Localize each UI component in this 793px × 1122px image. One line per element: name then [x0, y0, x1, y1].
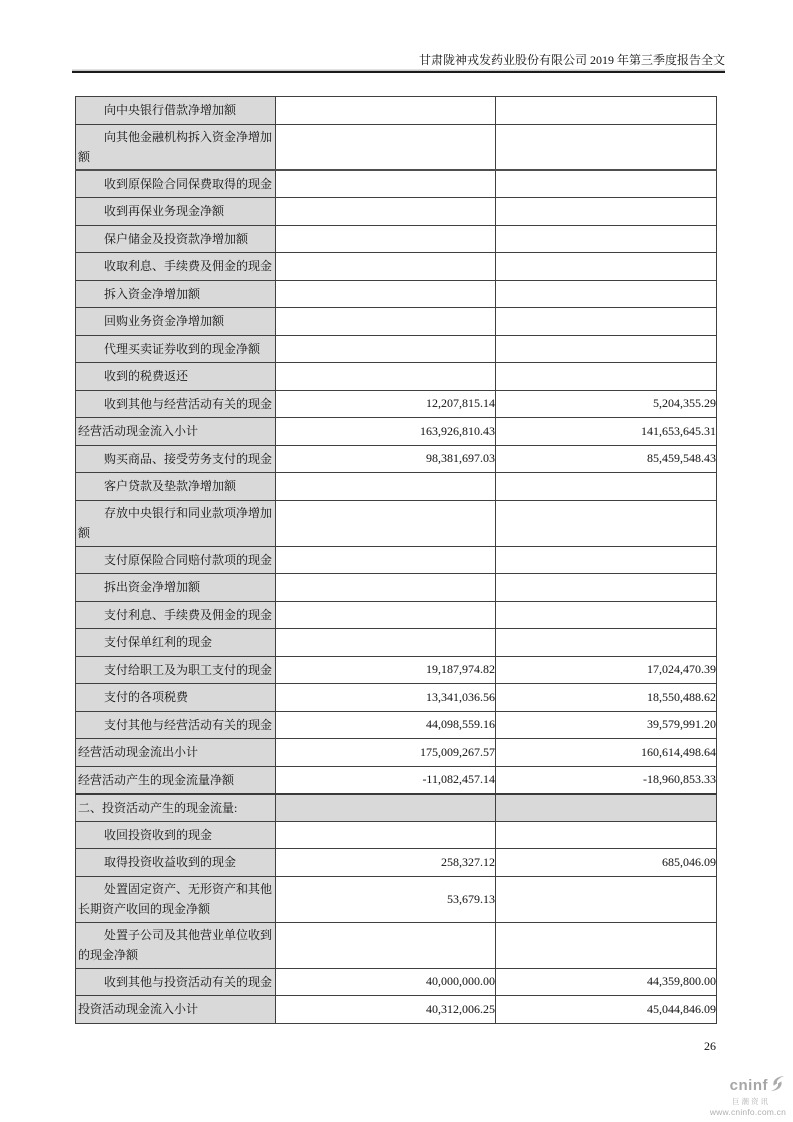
row-label: 处置固定资产、无形资产和其他长期资产收回的现金净额 [78, 882, 273, 916]
row-value-prior-period [496, 198, 717, 226]
row-value-current-period: 163,926,810.43 [276, 418, 496, 446]
row-value-prior-period [496, 922, 717, 968]
row-label-cell [76, 574, 276, 602]
row-value-current-period [276, 198, 496, 226]
row-label-cell [76, 390, 276, 418]
row-value-prior-period: 17,024,470.39 [496, 656, 717, 684]
row-label: 二、投资活动产生的现金流量: [78, 800, 238, 815]
row-value-current-period: 98,381,697.03 [276, 445, 496, 473]
row-label: 支付其他与经营活动有关的现金 [104, 717, 273, 732]
table-row [76, 574, 717, 602]
row-value-prior-period: 160,614,498.64 [496, 739, 717, 767]
table-row [76, 794, 717, 822]
page-number: 26 [704, 1039, 716, 1053]
table-row [76, 968, 717, 996]
table-row [76, 766, 717, 794]
table-row [76, 739, 717, 767]
row-value-current-period: 258,327.12 [276, 849, 496, 877]
row-value-prior-period: 44,359,800.00 [496, 968, 717, 996]
row-value-current-period: 12,207,815.14 [276, 390, 496, 418]
logo-brand-cn: 巨潮资讯 [732, 1096, 770, 1106]
row-value-prior-period [496, 253, 717, 281]
row-value-prior-period: 685,046.09 [496, 849, 717, 877]
logo-brand-line [710, 1075, 786, 1097]
row-label: 保户储金及投资款净增加额 [104, 231, 249, 246]
table-row [76, 253, 717, 281]
row-value-current-period [276, 225, 496, 253]
row-label: 收到原保险合同保费取得的现金 [104, 177, 273, 191]
header-rule [72, 71, 725, 73]
row-label: 收到其他与经营活动有关的现金 [104, 396, 273, 411]
row-label-cell [76, 739, 276, 767]
row-value-current-period [276, 97, 496, 125]
row-value-current-period [276, 253, 496, 281]
row-label-cell [76, 170, 276, 198]
table-row [76, 849, 717, 877]
row-value-current-period: -11,082,457.14 [276, 766, 496, 794]
row-value-current-period [276, 170, 496, 198]
table-row [76, 922, 717, 968]
row-label-cell [76, 996, 276, 1024]
row-label: 向中央银行借款净增加额 [104, 103, 237, 118]
table-row [76, 170, 717, 198]
row-label-cell [76, 656, 276, 684]
row-label: 支付保单红利的现金 [104, 635, 213, 650]
table-row [76, 546, 717, 574]
table-row [76, 601, 717, 629]
table-row [76, 198, 717, 226]
table-row [76, 684, 717, 712]
row-label-cell [76, 546, 276, 574]
table-row [76, 473, 717, 501]
row-label-cell [76, 711, 276, 739]
row-value-current-period [276, 280, 496, 308]
row-value-current-period [276, 363, 496, 391]
cninfo-logo [710, 1075, 786, 1117]
table-row [76, 821, 717, 849]
row-label-cell [76, 280, 276, 308]
row-label-cell [76, 97, 276, 125]
row-label: 拆入资金净增加额 [104, 286, 201, 301]
row-label: 投资活动现金流入小计 [78, 1002, 199, 1017]
row-label: 处置子公司及其他营业单位收到的现金净额 [78, 928, 273, 962]
row-value-current-period [276, 335, 496, 363]
table-row [76, 280, 717, 308]
row-value-prior-period [496, 876, 717, 922]
row-label-cell [76, 794, 276, 822]
row-value-current-period [276, 629, 496, 657]
row-label: 收回投资收到的现金 [104, 827, 213, 842]
row-value-current-period [276, 794, 496, 822]
swirl-icon [769, 1075, 786, 1097]
row-value-prior-period [496, 124, 717, 170]
row-value-prior-period: 18,550,488.62 [496, 684, 717, 712]
row-label: 向其他金融机构拆入资金净增加额 [78, 129, 273, 164]
row-label: 取得投资收益收到的现金 [104, 855, 237, 870]
row-label: 支付利息、手续费及佣金的现金 [104, 607, 273, 622]
table-row [76, 308, 717, 336]
row-label: 代理买卖证券收到的现金净额 [104, 341, 261, 356]
row-value-prior-period [496, 280, 717, 308]
row-value-prior-period: 39,579,991.20 [496, 711, 717, 739]
row-label-cell [76, 198, 276, 226]
table-row [76, 876, 717, 922]
row-value-current-period: 53,679.13 [276, 876, 496, 922]
row-value-current-period: 19,187,974.82 [276, 656, 496, 684]
row-value-current-period [276, 500, 496, 546]
row-value-prior-period [496, 601, 717, 629]
row-value-prior-period [496, 170, 717, 198]
table-row [76, 390, 717, 418]
row-value-prior-period [496, 574, 717, 602]
table-row [76, 445, 717, 473]
row-label-cell [76, 821, 276, 849]
row-label: 收到其他与投资活动有关的现金 [104, 974, 273, 989]
row-value-current-period: 13,341,036.56 [276, 684, 496, 712]
row-label-cell [76, 445, 276, 473]
cash-flow-table-wrap [75, 96, 716, 1024]
row-label: 收取利息、手续费及佣金的现金 [104, 259, 273, 274]
row-value-prior-period [496, 821, 717, 849]
row-label: 客户贷款及垫款净增加额 [104, 479, 237, 494]
row-value-prior-period [496, 225, 717, 253]
table-row [76, 335, 717, 363]
row-value-prior-period [496, 473, 717, 501]
row-label: 经营活动产生的现金流量净额 [78, 772, 235, 787]
row-value-current-period [276, 124, 496, 170]
row-label: 收到的税费返还 [104, 369, 189, 384]
row-label: 拆出资金净增加额 [104, 580, 201, 595]
row-value-prior-period [496, 794, 717, 822]
row-value-current-period: 40,000,000.00 [276, 968, 496, 996]
row-label-cell [76, 418, 276, 446]
row-value-prior-period: 141,653,645.31 [496, 418, 717, 446]
logo-brand-text: cninf [729, 1077, 768, 1095]
row-label-cell [76, 473, 276, 501]
row-label: 支付原保险合同赔付款项的现金 [104, 552, 273, 567]
row-label-cell [76, 335, 276, 363]
row-label-cell [76, 968, 276, 996]
row-label-cell [76, 629, 276, 657]
row-label-cell [76, 766, 276, 794]
row-label: 收到再保业务现金净额 [104, 204, 225, 219]
row-label-cell [76, 308, 276, 336]
table-row [76, 711, 717, 739]
row-label-cell [76, 601, 276, 629]
table-row [76, 996, 717, 1024]
page-header-title: 甘肃陇神戎发药业股份有限公司 2019 年第三季度报告全文 [418, 53, 725, 67]
row-label-cell [76, 363, 276, 391]
row-label: 支付给职工及为职工支付的现金 [104, 662, 273, 677]
row-value-current-period: 175,009,267.57 [276, 739, 496, 767]
row-value-prior-period [496, 546, 717, 574]
row-value-prior-period [496, 335, 717, 363]
table-row [76, 500, 717, 546]
row-value-prior-period: 5,204,355.29 [496, 390, 717, 418]
row-label: 支付的各项税费 [104, 690, 189, 705]
table-row [76, 124, 717, 170]
row-value-current-period [276, 546, 496, 574]
table-row [76, 629, 717, 657]
row-value-current-period [276, 601, 496, 629]
row-label: 经营活动现金流入小计 [78, 424, 199, 439]
row-label: 经营活动现金流出小计 [78, 745, 199, 760]
row-label-cell [76, 225, 276, 253]
row-value-current-period: 40,312,006.25 [276, 996, 496, 1024]
row-value-current-period [276, 473, 496, 501]
row-value-prior-period: 45,044,846.09 [496, 996, 717, 1024]
row-label-cell [76, 684, 276, 712]
table-row [76, 363, 717, 391]
cash-flow-table [75, 96, 717, 1024]
row-value-prior-period [496, 308, 717, 336]
row-value-prior-period [496, 500, 717, 546]
row-value-prior-period: 85,459,548.43 [496, 445, 717, 473]
row-label-cell [76, 922, 276, 968]
row-label: 存放中央银行和同业款项净增加额 [78, 506, 273, 540]
row-label-cell [76, 253, 276, 281]
row-value-prior-period: -18,960,853.33 [496, 766, 717, 794]
table-row [76, 225, 717, 253]
row-label-cell [76, 500, 276, 546]
table-row [76, 97, 717, 125]
row-value-current-period: 44,098,559.16 [276, 711, 496, 739]
row-label-cell [76, 849, 276, 877]
row-value-prior-period [496, 363, 717, 391]
row-value-prior-period [496, 629, 717, 657]
table-row [76, 418, 717, 446]
row-value-current-period [276, 922, 496, 968]
row-value-current-period [276, 308, 496, 336]
row-value-current-period [276, 574, 496, 602]
row-value-current-period [276, 821, 496, 849]
row-label: 购买商品、接受劳务支付的现金 [104, 451, 273, 466]
row-label: 回购业务资金净增加额 [104, 314, 225, 329]
table-row [76, 656, 717, 684]
logo-url: www.cninfo.com.cn [709, 1106, 786, 1117]
row-label-cell [76, 876, 276, 922]
row-label-cell [76, 124, 276, 170]
row-value-prior-period [496, 97, 717, 125]
